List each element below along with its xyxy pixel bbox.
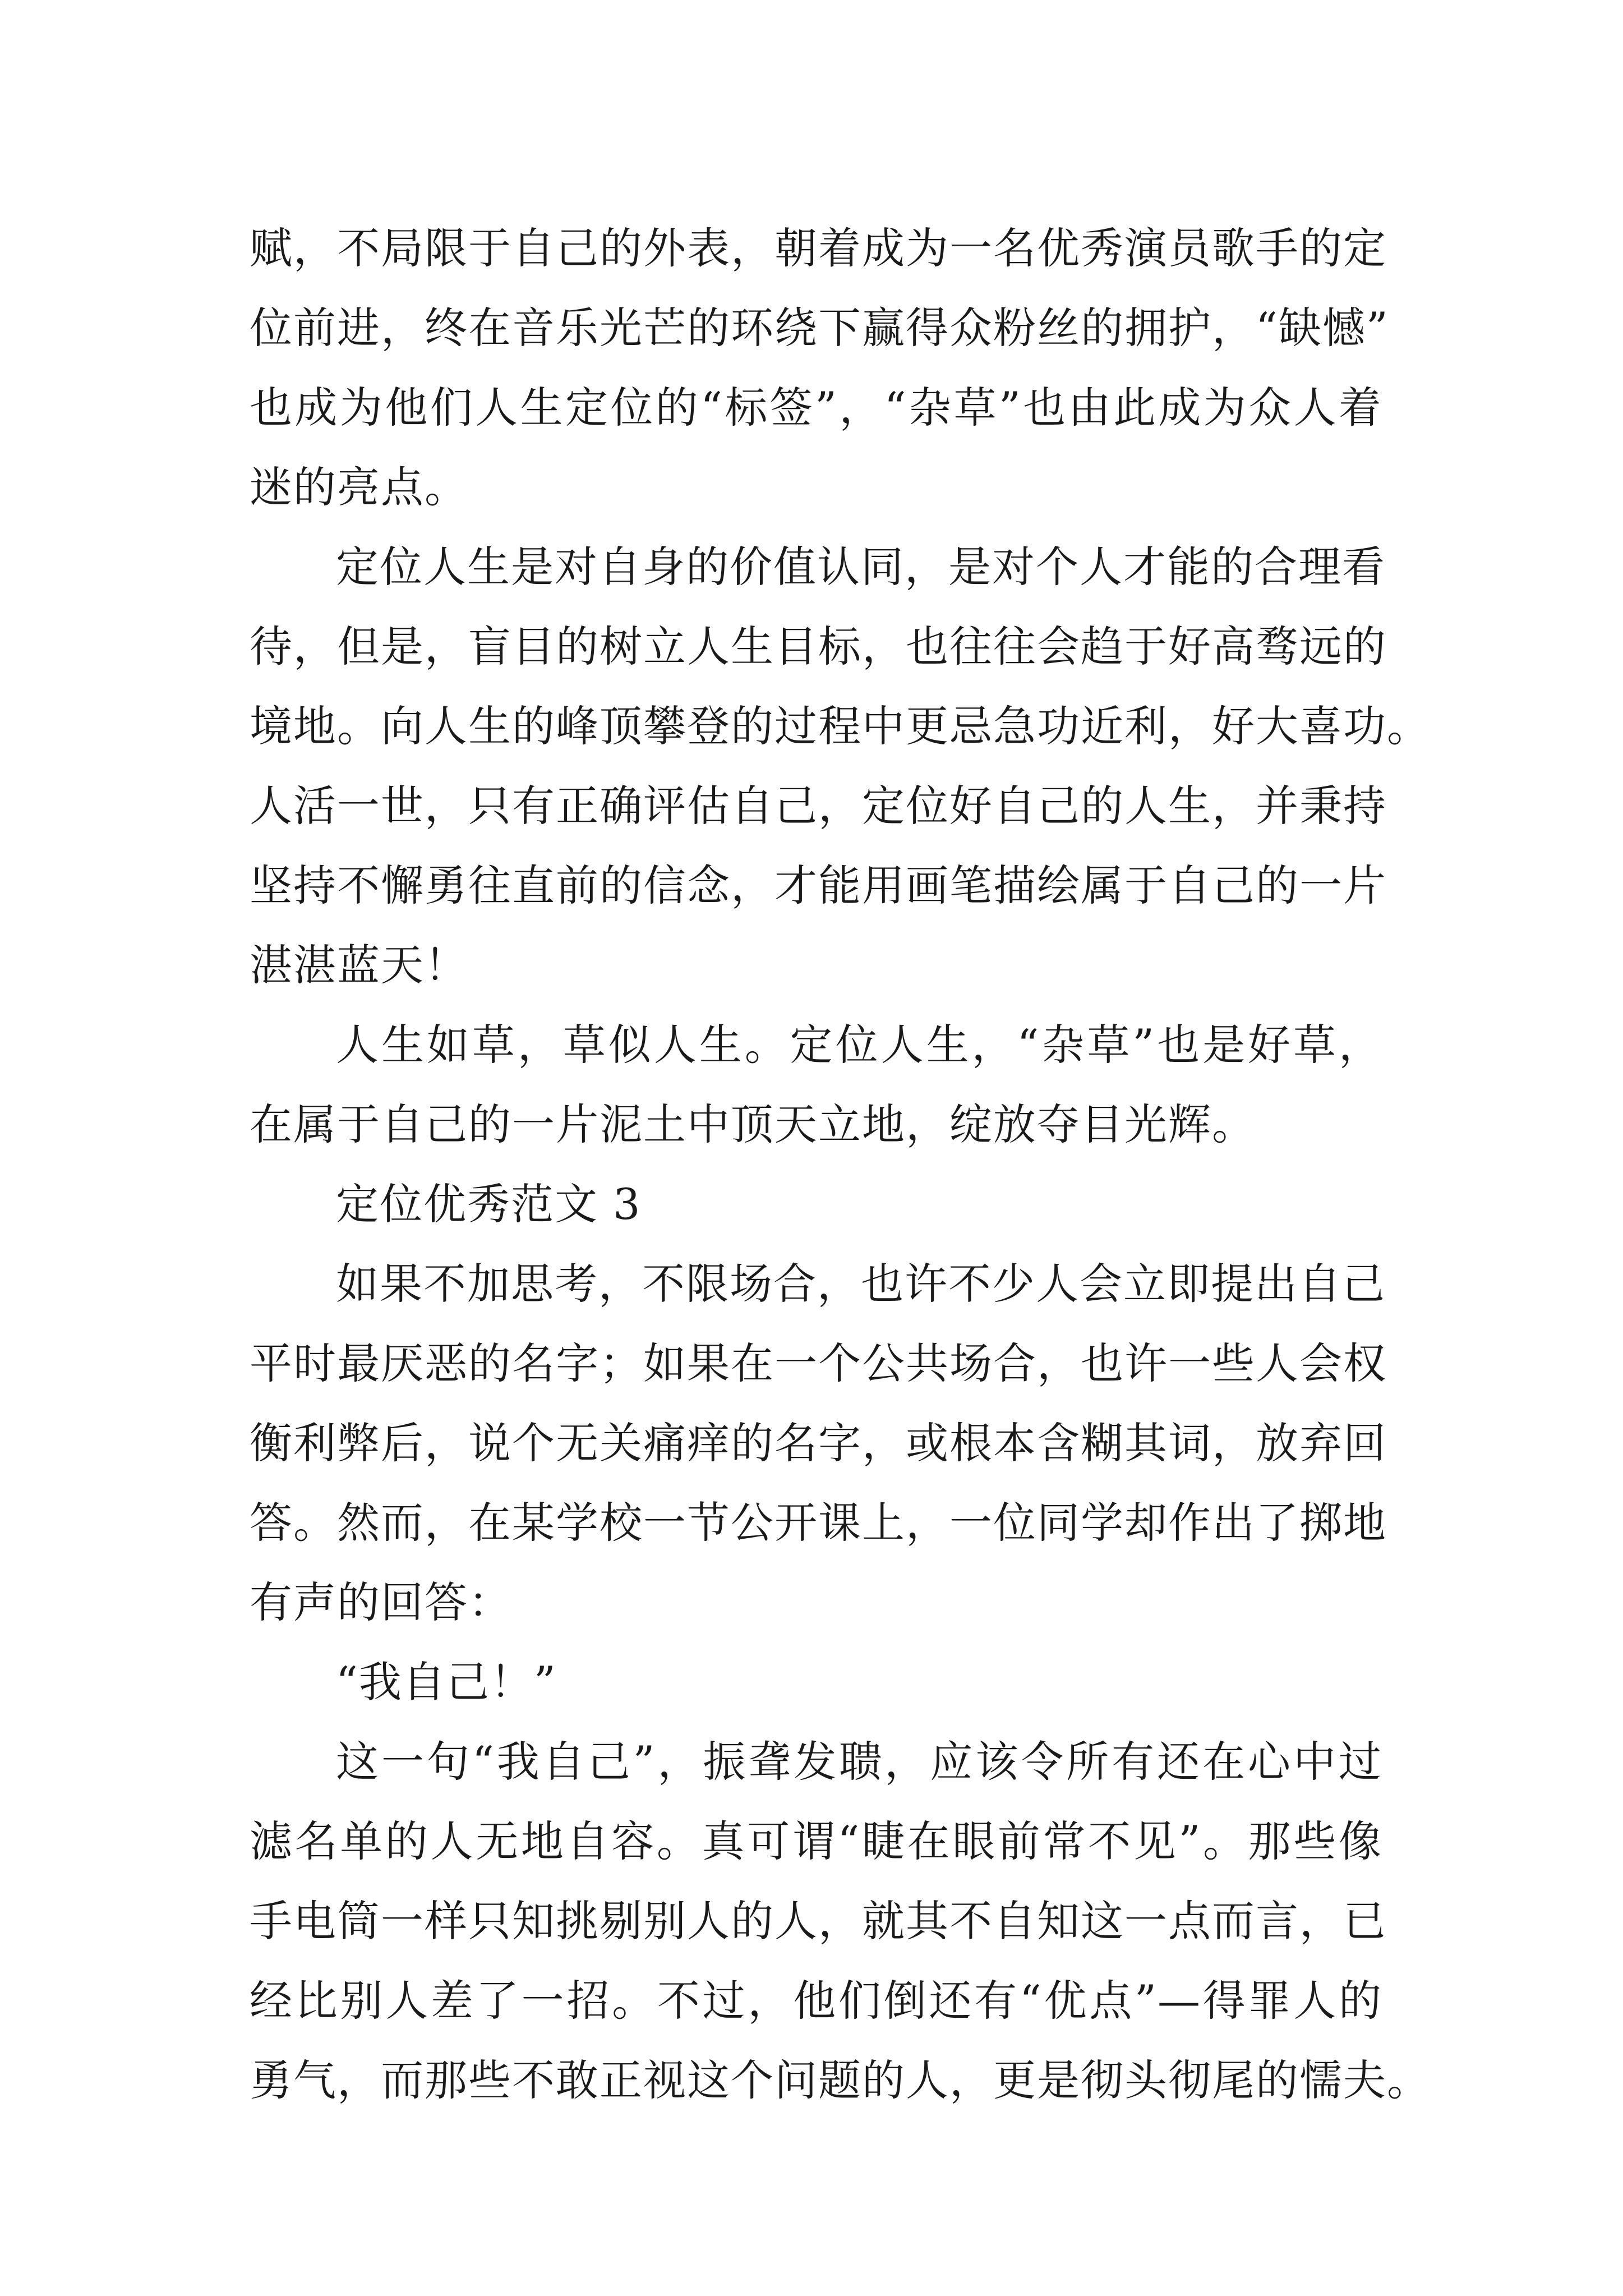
text-line: 湛湛蓝天！ bbox=[250, 940, 468, 990]
heading-text: 定位优秀范文 3 bbox=[336, 1179, 642, 1229]
paragraph bbox=[250, 1722, 1431, 2120]
text-line: 答。然而，在某学校一节公开课上，一位同学却作出了掷地 bbox=[250, 1498, 1387, 1548]
text-line: 经比别人差了一招。不过，他们倒还有“优点”—得罪人的 bbox=[250, 1976, 1382, 2026]
paragraph bbox=[250, 1244, 1387, 1642]
text-line: 勇气，而那些不敢正视这个问题的人，更是彻头彻尾的懦夫。 bbox=[250, 2055, 1431, 2105]
text-line: 平时最厌恶的名字；如果在一个公共场合，也许一些人会权 bbox=[250, 1338, 1387, 1388]
text-line: 在属于自己的一片泥土中顶天立地，绽放夺目光辉。 bbox=[250, 1099, 1256, 1149]
quote-line: “我自己！” bbox=[336, 1657, 557, 1707]
document-body bbox=[250, 209, 1431, 2120]
text-line: 待，但是，盲目的树立人生目标，也往往会趋于好高骛远的 bbox=[250, 622, 1387, 671]
section-heading bbox=[250, 1165, 1382, 1244]
paragraph bbox=[250, 527, 1431, 1005]
text-line: 位前进，终在音乐光芒的环绕下赢得众粉丝的拥护，“缺憾” bbox=[250, 303, 1389, 353]
text-line: 人活一世，只有正确评估自己，定位好自己的人生，并秉持 bbox=[250, 781, 1387, 831]
text-line: 手电筒一样只知挑剔别人的人，就其不自知这一点而言，已 bbox=[250, 1896, 1387, 1946]
text-line: 坚持不懈勇往直前的信念，才能用画笔描绘属于自己的一片 bbox=[250, 861, 1387, 910]
quote-paragraph bbox=[250, 1642, 1382, 1722]
text-line: 赋，不局限于自己的外表，朝着成为一名优秀演员歌手的定 bbox=[250, 223, 1387, 273]
paragraph bbox=[250, 209, 1389, 527]
text-line: 定位人生是对自身的价值认同，是对个人才能的合理看 bbox=[336, 542, 1386, 592]
text-line: 衡利弊后，说个无关痛痒的名字，或根本含糊其词，放弃回 bbox=[250, 1418, 1387, 1468]
text-line: 也成为他们人生定位的“标签”，“杂草”也由此成为众人着 bbox=[250, 383, 1382, 432]
paragraph bbox=[250, 1005, 1382, 1165]
text-line: 境地。向人生的峰顶攀登的过程中更忌急功近利，好大喜功。 bbox=[250, 701, 1431, 751]
text-line: 滤名单的人无地自容。真可谓“睫在眼前常不见”。那些像 bbox=[250, 1816, 1382, 1866]
text-line: 人生如草，草似人生。定位人生，“杂草”也是好草， bbox=[336, 1020, 1382, 1070]
text-line: 这一句“我自己”，振聋发聩，应该令所有还在心中过 bbox=[336, 1737, 1382, 1787]
text-line: 迷的亮点。 bbox=[250, 462, 468, 512]
text-line: 如果不加思考，不限场合，也许不少人会立即提出自己 bbox=[336, 1259, 1386, 1309]
text-line: 有声的回答： bbox=[250, 1577, 512, 1627]
